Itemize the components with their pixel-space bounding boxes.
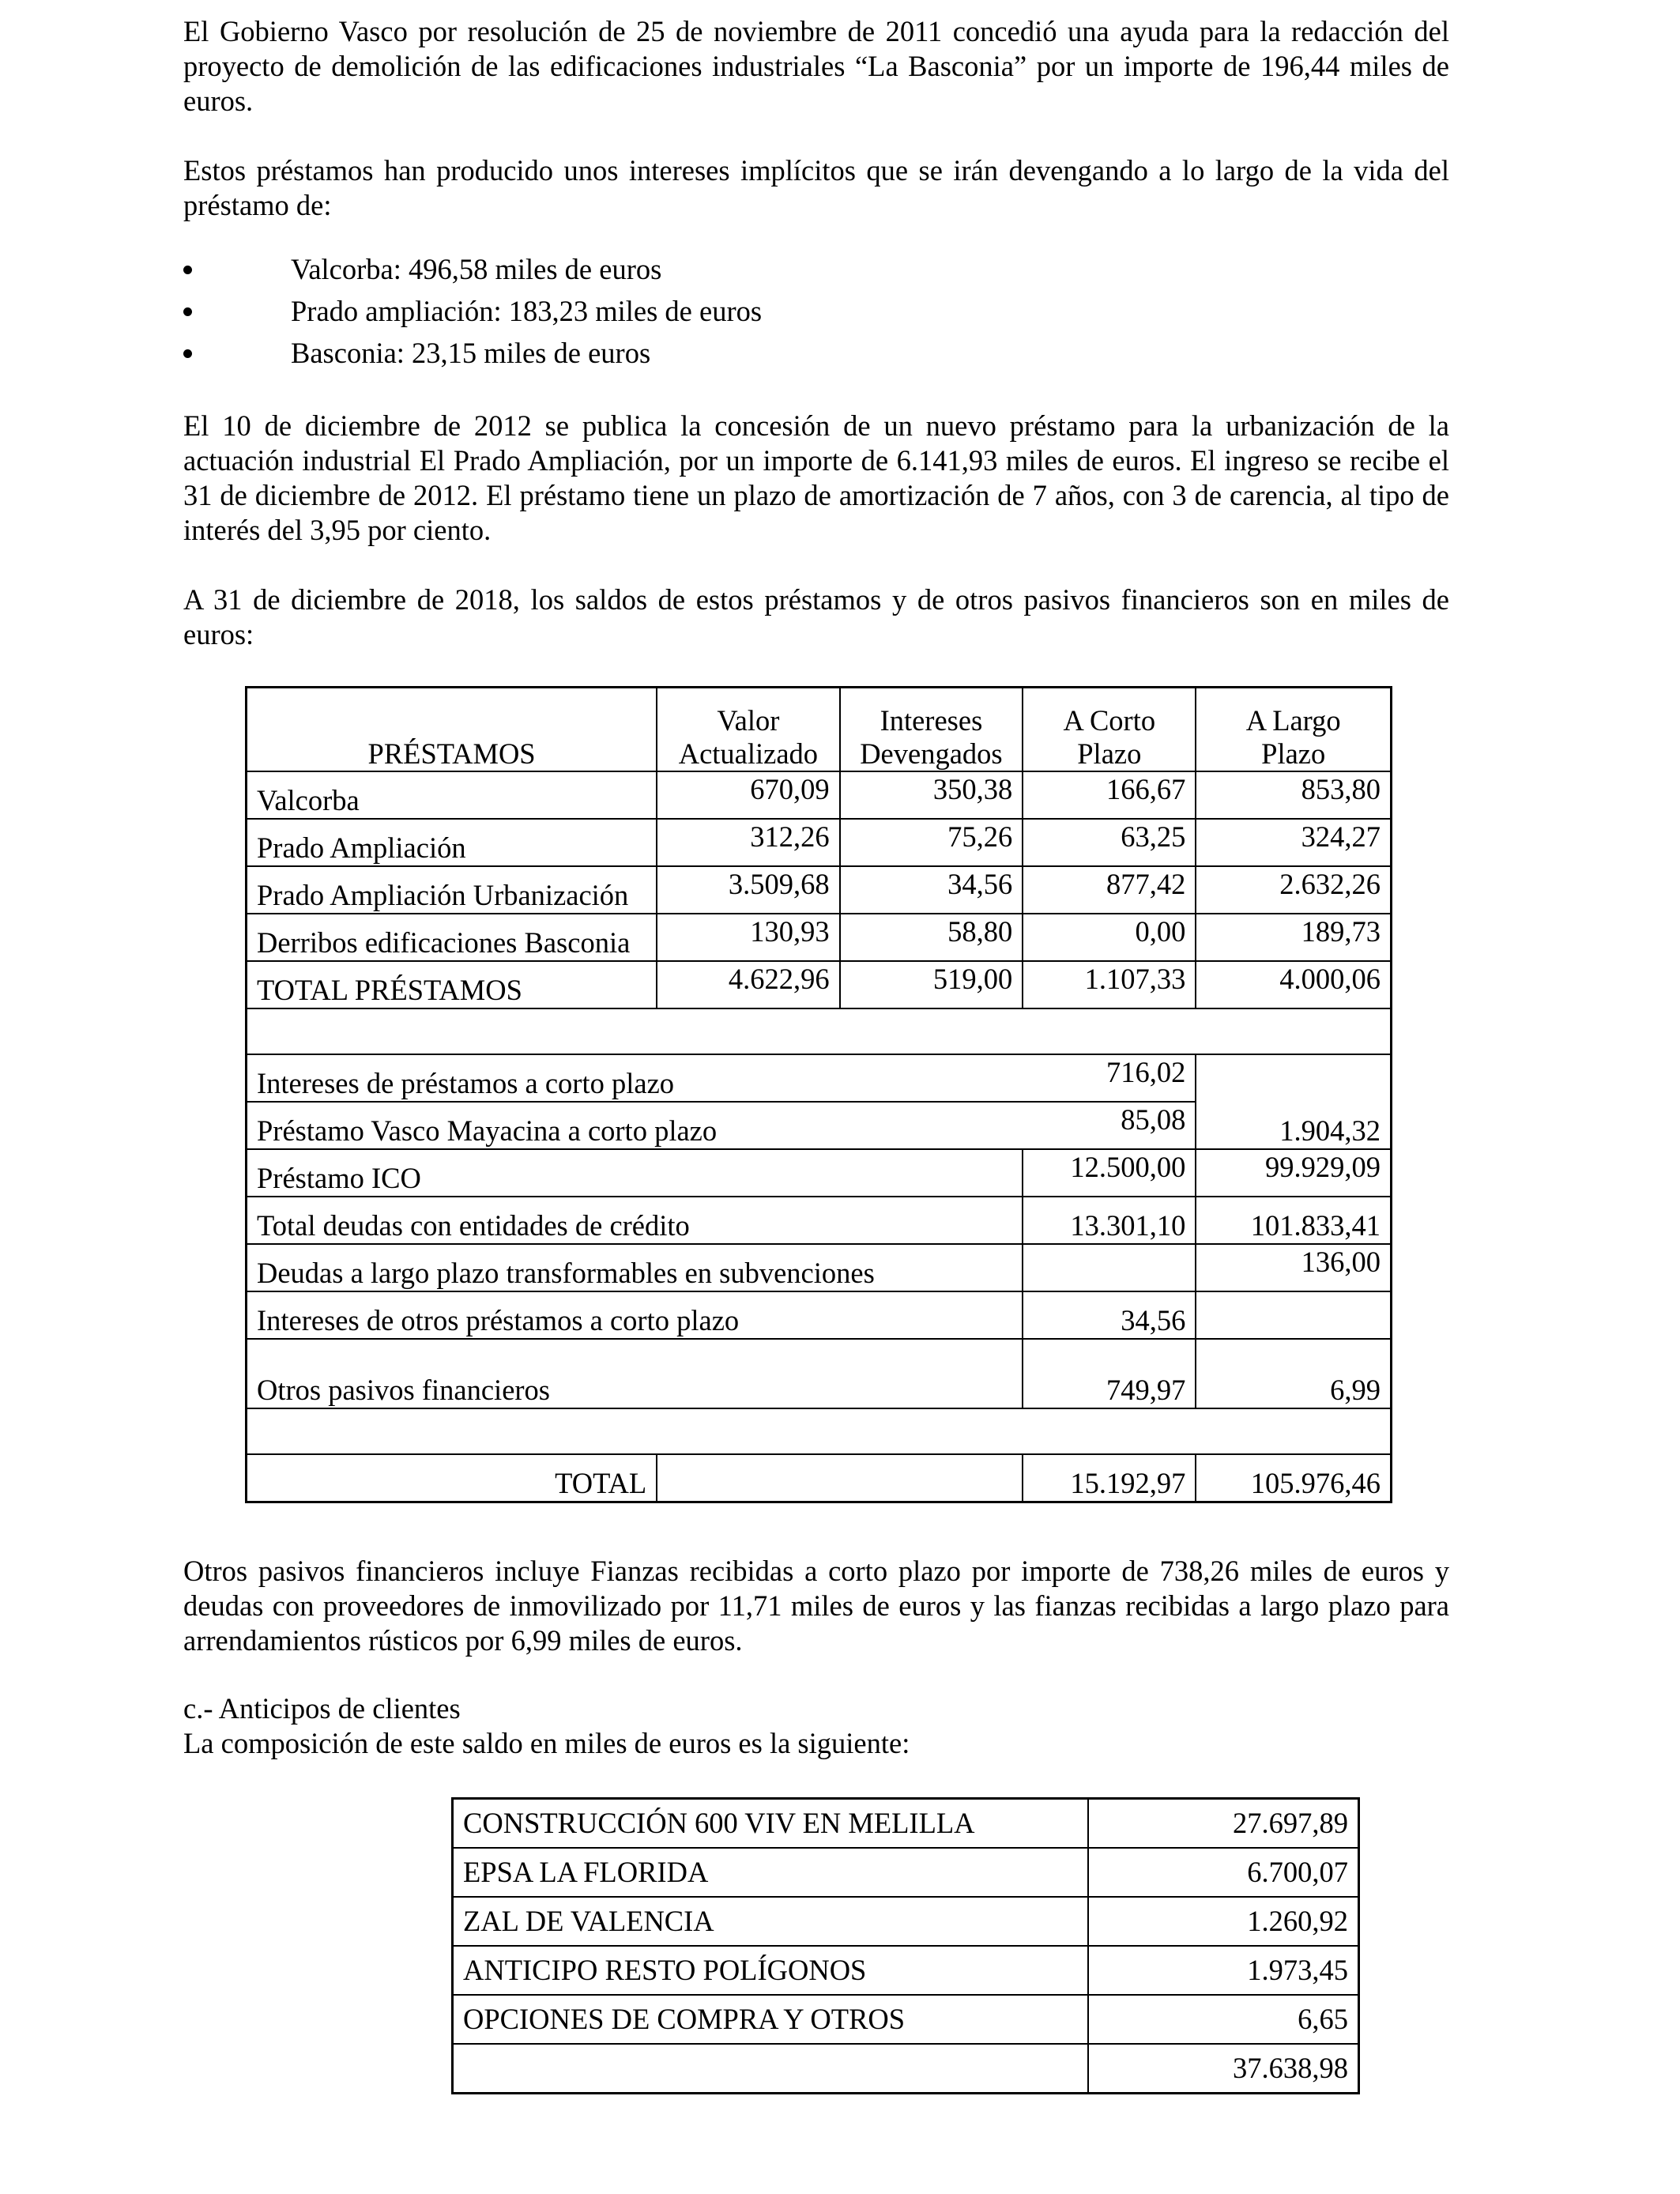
table-row-total [247,1454,1392,1502]
cell-valor: 670,09 [657,771,840,819]
row-label: Valcorba [247,771,657,819]
table-row [453,1848,1359,1897]
cell-valor: 130,93 [657,914,840,961]
table-row [247,1197,1392,1244]
row-label: Deudas a largo plazo transformables en subvenciones [247,1244,1023,1291]
table-row [247,1339,1392,1408]
cell-value: 1.973,45 [1088,1946,1358,1995]
row-label: Derribos edificaciones Basconia [247,914,657,961]
table-row [247,771,1392,819]
cell-corto: 1.107,33 [1023,961,1196,1008]
table-row [247,1244,1392,1291]
table-row [453,1946,1359,1995]
list-item: Basconia: 23,15 miles de euros [183,332,1449,374]
row-label: Préstamo ICO [247,1149,1023,1197]
cell-corto: 166,67 [1023,771,1196,819]
cell-largo: 2.632,26 [1196,866,1391,914]
row-label: EPSA LA FLORIDA [453,1848,1089,1897]
bullet-list [183,248,1449,374]
cell-largo: 99.929,09 [1196,1149,1391,1197]
table-row [247,914,1392,961]
paragraph-otros-pasivos: Otros pasivos financieros incluye Fianzas recibidas a corto plazo por importe de 738,26 miles de euros y deudas con proveedores de inmovilizado por 11,71 miles de euros y las fianzas recibidas a largo plazo para arrendamientos rústicos por 6,99 miles de euros. [183,1555,1449,1657]
table-header-row [247,688,1392,772]
paragraph-intereses: Estos préstamos han producido unos intereses implícitos que se irán devengando a lo largo de la vida del préstamo de: [183,154,1449,221]
row-label: Intereses de otros préstamos a corto plazo [247,1291,1023,1339]
cell-largo: 853,80 [1196,771,1391,819]
cell-valor: 3.509,68 [657,866,840,914]
table-row [247,1054,1392,1102]
section-anticipos [183,1691,1449,1761]
header-intereses-devengados: Intereses Devengados [840,688,1023,772]
paragraph-nuevo-prestamo: El 10 de diciembre de 2012 se publica la concesión de un nuevo préstamo para la urbanización de la actuación industrial El Prado Ampliación, por un importe de 6.141,93 miles de euros. El ingreso se recibe el 31 de diciembre de 2012. El préstamo tiene un plazo de amortización de 7 años, con 3 de carencia, al tipo de interés del 3,95 por ciento. [183,409,1449,546]
cell-total: 37.638,98 [1088,2044,1358,2094]
cell-corto: 12.500,00 [1023,1149,1196,1197]
row-label: Prado Ampliación Urbanización [247,866,657,914]
table-row-total [453,2044,1359,2094]
section-intro: La composición de este saldo en miles de euros es la siguiente: [183,1727,910,1759]
cell-corto: 877,42 [1023,866,1196,914]
cell-value: 1.260,92 [1088,1897,1358,1946]
header-prestamos: PRÉSTAMOS [247,688,657,772]
table-spacer-row [247,1408,1392,1454]
cell-value: 27.697,89 [1088,1799,1358,1849]
paragraph-ayuda: El Gobierno Vasco por resolución de 25 de noviembre de 2011 concedió una ayuda para la redacción del proyecto de demolición de las edificaciones industriales “La Basconia” por un importe de 196,44 miles de euros. [183,15,1449,117]
table-row [453,1995,1359,2044]
cell-value: 6.700,07 [1088,1848,1358,1897]
total-empty-cell [657,1454,1023,1502]
cell-corto: 13.301,10 [1023,1197,1196,1244]
cell-largo: 6,99 [1196,1339,1391,1408]
section-title: c.- Anticipos de clientes [183,1692,461,1725]
cell-corto: 85,08 [1023,1102,1196,1149]
cell-intereses: 519,00 [840,961,1023,1008]
table-row-total-prestamos [247,961,1392,1008]
header-valor-actualizado: Valor Actualizado [657,688,840,772]
total-label-cell [247,1454,657,1502]
row-label: ZAL DE VALENCIA [453,1897,1089,1946]
loans-table [245,686,1392,1503]
cell-largo: 101.833,41 [1196,1197,1391,1244]
cell-largo: 324,27 [1196,819,1391,866]
row-label: TOTAL PRÉSTAMOS [247,961,657,1008]
list-item: Prado ampliación: 183,23 miles de euros [183,290,1449,332]
cell-value: 6,65 [1088,1995,1358,2044]
header-a-largo-plazo: A Largo Plazo [1196,688,1391,772]
cell-intereses: 58,80 [840,914,1023,961]
cell-corto: 0,00 [1023,914,1196,961]
table-row [453,1799,1359,1849]
clients-advances-table [451,1797,1360,2094]
table-row [247,1102,1392,1149]
table-row [247,819,1392,866]
cell-largo: 4.000,06 [1196,961,1391,1008]
table-row [247,1291,1392,1339]
table-row [247,866,1392,914]
table-row [453,1897,1359,1946]
cell-valor: 312,26 [657,819,840,866]
cell-total-corto: 15.192,97 [1023,1454,1196,1502]
row-label: Intereses de préstamos a corto plazo [247,1054,1023,1102]
cell-corto: 749,97 [1023,1339,1196,1408]
table-row [247,1149,1392,1197]
total-label: TOTAL [555,1467,647,1499]
row-label: OPCIONES DE COMPRA Y OTROS [453,1995,1089,2044]
row-label: Total deudas con entidades de crédito [247,1197,1023,1244]
row-label: Prado Ampliación [247,819,657,866]
cell-intereses: 75,26 [840,819,1023,866]
cell-valor: 4.622,96 [657,961,840,1008]
cell-intereses: 350,38 [840,771,1023,819]
table-spacer-row [247,1008,1392,1054]
list-item: Valcorba: 496,58 miles de euros [183,248,1449,290]
row-label: CONSTRUCCIÓN 600 VIV EN MELILLA [453,1799,1089,1849]
cell-largo: 1.904,32 [1196,1102,1391,1149]
cell-corto: 34,56 [1023,1291,1196,1339]
cell-largo [1196,1054,1391,1102]
cell-largo: 136,00 [1196,1244,1391,1291]
total-empty-cell [453,2044,1089,2094]
cell-corto: 716,02 [1023,1054,1196,1102]
row-label: Otros pasivos financieros [247,1339,1023,1408]
header-a-corto-plazo: A Corto Plazo [1023,688,1196,772]
cell-largo: 189,73 [1196,914,1391,961]
row-label: Préstamo Vasco Mayacina a corto plazo [247,1102,1023,1149]
cell-total-largo: 105.976,46 [1196,1454,1391,1502]
document-page [183,14,1449,687]
row-label: ANTICIPO RESTO POLÍGONOS [453,1946,1089,1995]
cell-largo [1196,1291,1391,1339]
cell-corto: 63,25 [1023,819,1196,866]
paragraph-saldos: A 31 de diciembre de 2018, los saldos de estos préstamos y de otros pasivos financieros son en miles de euros: [183,583,1449,650]
cell-intereses: 34,56 [840,866,1023,914]
cell-corto [1023,1244,1196,1291]
